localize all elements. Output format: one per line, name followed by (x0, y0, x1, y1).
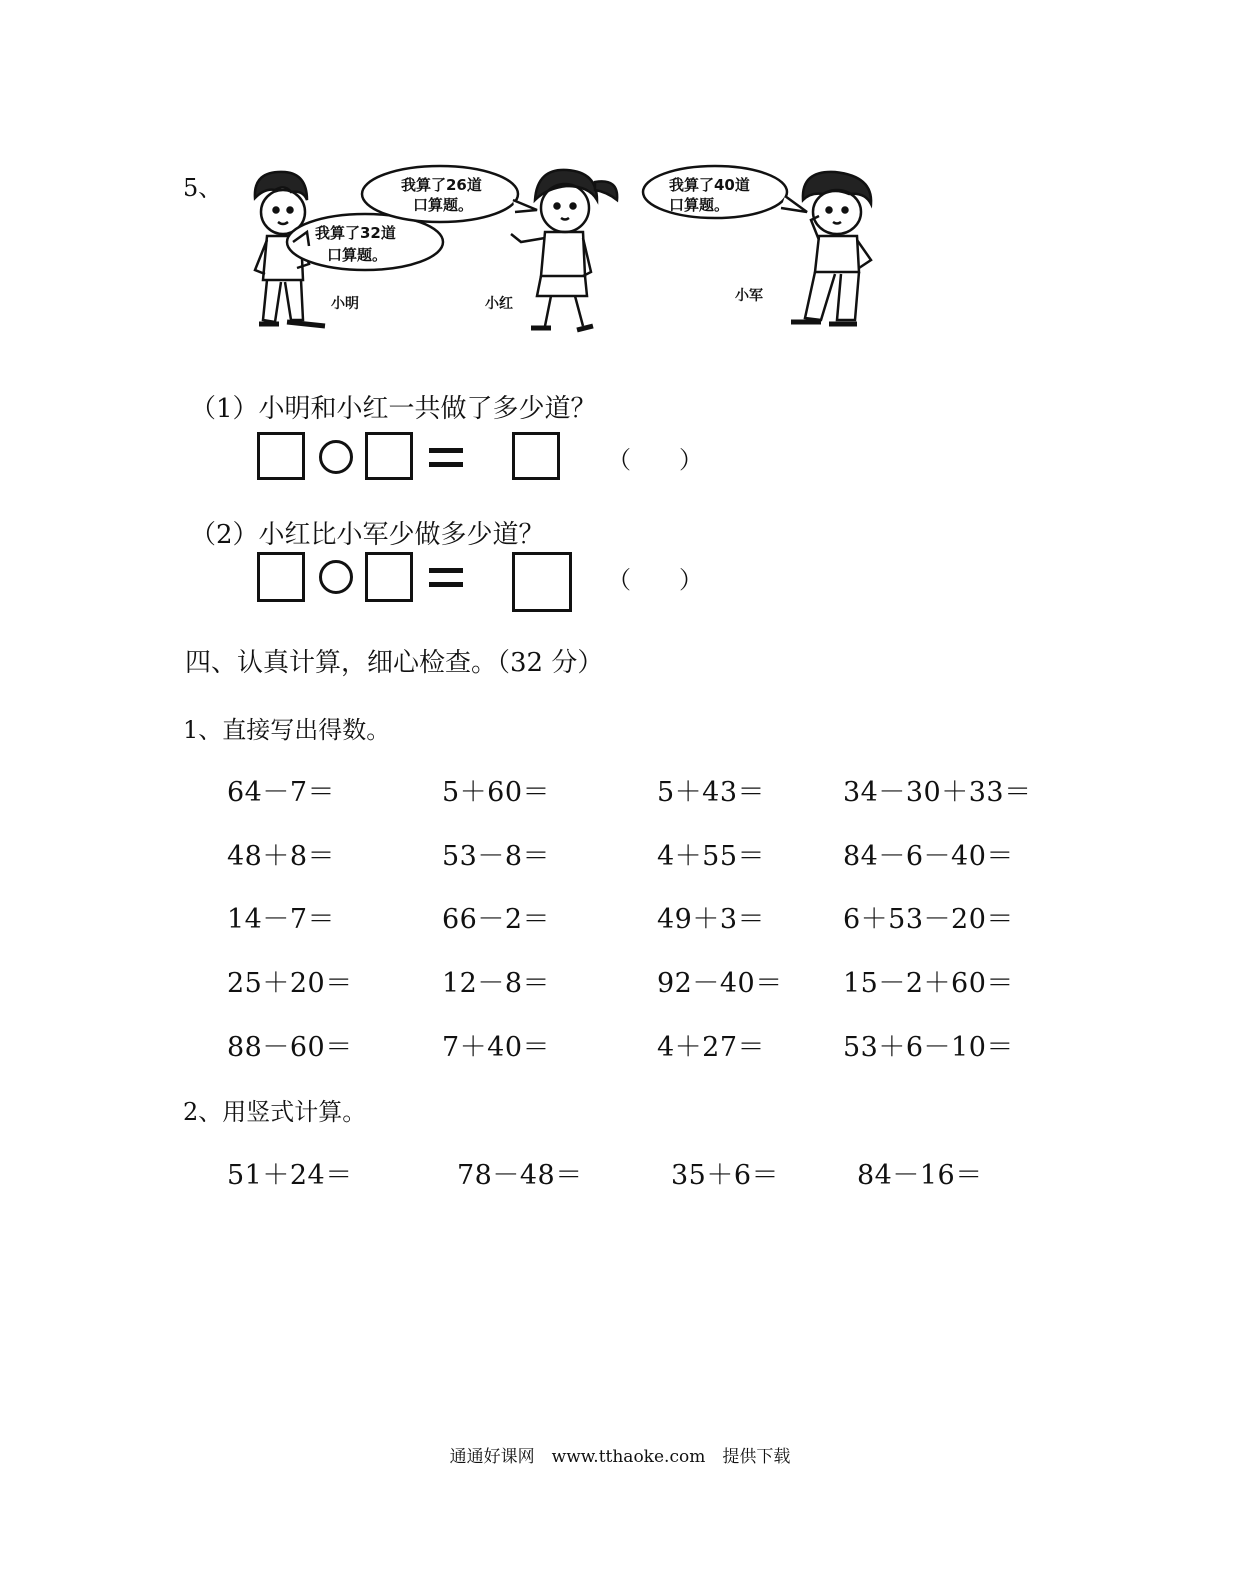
calc-item: 14－7＝ (227, 904, 336, 935)
calc-item: 92－40＝ (657, 968, 783, 999)
xiaoming-speech-line2: 口算题。 (327, 246, 388, 264)
calc-item: 7＋40＝ (442, 1032, 551, 1063)
equation-row-2 (255, 550, 725, 610)
xiaoming-name: 小明 (331, 296, 359, 312)
calc-item: 15－2＋60＝ (843, 968, 1014, 999)
section-4-heading: 四、认真计算，细心检查。（32 分） (185, 648, 604, 678)
calc-item: 12－8＝ (442, 968, 551, 999)
part-1-title: 1、直接写出得数。 (183, 716, 391, 744)
answer-box[interactable] (257, 552, 305, 602)
calc-item: 84－6－40＝ (843, 841, 1014, 872)
footer-source: 通通好课网 www.tthaoke.com 提供下载 (449, 1447, 791, 1467)
xiaohong-name: 小红 (485, 296, 513, 312)
calc-item: 6＋53－20＝ (843, 904, 1014, 935)
part-2-title: 2、用竖式计算。 (183, 1098, 367, 1126)
calc-item: 5＋43＝ (657, 777, 766, 808)
calc-item: 34－30＋33＝ (843, 777, 1032, 808)
operator-circle[interactable] (319, 440, 353, 474)
operator-circle[interactable] (319, 560, 353, 594)
xiaojun-name: 小军 (735, 288, 763, 304)
xiaoming-speech-line1: 我算了32道 (315, 224, 396, 242)
calc-item: 4＋27＝ (657, 1032, 766, 1063)
xiaojun-speech-line1: 我算了40道 (669, 176, 750, 194)
subquestion-1: （1）小明和小红一共做了多少道？ (190, 394, 597, 424)
xiaohong-figure-icon (511, 170, 617, 330)
kids-illustration (245, 160, 885, 350)
calc-item: 4＋55＝ (657, 841, 766, 872)
xiaohong-speech-line2: 口算题。 (413, 196, 474, 214)
xiaojun-speech-line2: 口算题。 (669, 196, 730, 214)
subquestion-2: （2）小红比小军少做多少道？ (190, 520, 545, 550)
calc-item: 49＋3＝ (657, 904, 766, 935)
xiaojun-figure-icon (791, 172, 871, 324)
calc-item: 48＋8＝ (227, 841, 336, 872)
calc-item: 66－2＝ (442, 904, 551, 935)
vertical-calc-item: 84－16＝ (857, 1160, 983, 1191)
calc-item: 25＋20＝ (227, 968, 353, 999)
answer-box[interactable] (512, 432, 560, 480)
vertical-calc-item: 51＋24＝ (227, 1160, 353, 1191)
unit-parentheses[interactable]: （ ） (607, 446, 703, 474)
unit-parentheses[interactable]: （ ） (607, 566, 703, 594)
answer-box[interactable] (365, 552, 413, 602)
question-5-number: 5、 (183, 174, 223, 202)
vertical-calc-item: 78－48＝ (457, 1160, 583, 1191)
calc-item: 5＋60＝ (442, 777, 551, 808)
calc-item: 64－7＝ (227, 777, 336, 808)
calc-item: 53＋6－10＝ (843, 1032, 1014, 1063)
equation-row-1 (255, 430, 725, 490)
answer-box[interactable] (365, 432, 413, 480)
answer-box[interactable] (257, 432, 305, 480)
vertical-calc-item: 35＋6＝ (671, 1160, 780, 1191)
calc-item: 88－60＝ (227, 1032, 353, 1063)
answer-box[interactable] (512, 552, 572, 612)
xiaohong-speech-line1: 我算了26道 (401, 176, 482, 194)
calc-item: 53－8＝ (442, 841, 551, 872)
